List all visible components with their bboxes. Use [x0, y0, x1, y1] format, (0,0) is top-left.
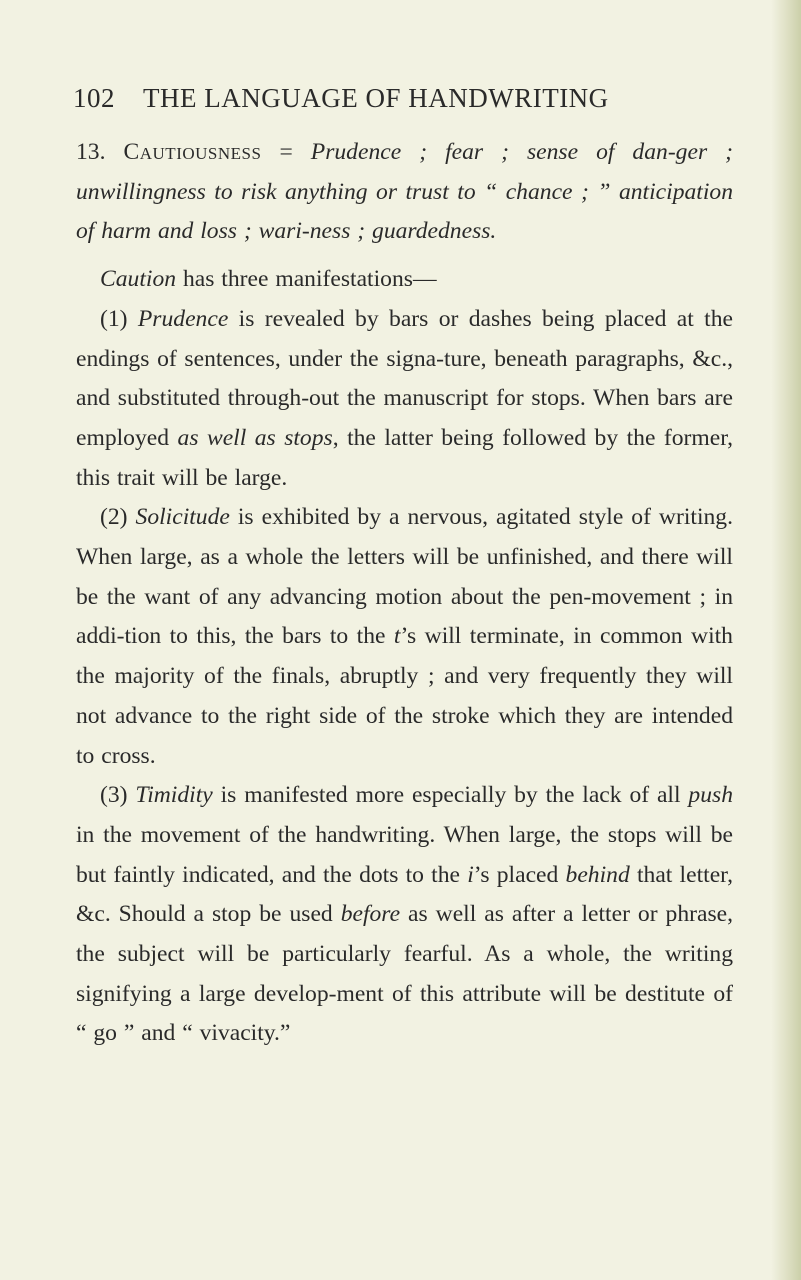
para-emphasis: i — [467, 861, 474, 888]
body-text — [76, 133, 733, 1054]
para-emphasis: t — [393, 623, 401, 650]
para-term: Timidity — [135, 782, 213, 809]
para-text: as well as after a letter or phrase, the subject will be particularly fearful. As a whole, the writing signifying a large develop-ment of this attribute will be destitute of “ go ” and “ vivacity.” — [76, 901, 733, 1047]
running-title: THE LANGUAGE OF HANDWRITING — [143, 83, 609, 113]
solicitude-paragraph — [76, 498, 733, 776]
intro-paragraph — [76, 260, 733, 300]
para-number: (2) — [100, 504, 136, 531]
para-text: that letter, &c. Should a stop be used — [76, 861, 733, 928]
para-text: in the movement of the handwriting. When large, the stops will be but faintly indicated, and the dots to the — [76, 821, 733, 888]
para-number: (1) — [100, 305, 138, 332]
timidity-paragraph — [76, 776, 733, 1054]
para-text: is exhibited by a nervous, agitated style of writing. When large, as a whole the letters will be unfinished, and there will be the want of any advancing motion about the pen-movement ; in addi-tion to this, the bars to the — [76, 504, 733, 650]
page-header — [73, 78, 713, 118]
para-text: is revealed by bars or dashes being placed at the endings of sentences, under the signa-ture, beneath paragraphs, &c., and substituted through-out the manuscript for stops. When bars are employed — [76, 305, 733, 451]
entry-paragraph — [76, 133, 733, 252]
page-number: 102 — [73, 83, 115, 113]
entry-equals: = — [261, 139, 311, 165]
paragraph-gap — [76, 252, 733, 260]
para-emphasis: before — [340, 901, 401, 928]
prudence-paragraph — [76, 300, 733, 499]
page-edge-shadow — [771, 0, 801, 1280]
para-text: , the latter being followed by the former, this trait will be large. — [76, 424, 734, 491]
para-text: ’s will terminate, in common with the majority of the finals, abruptly ; and very frequently they will not advance to the right side of the stroke which they are intended to cross. — [76, 623, 733, 769]
entry-definition: Prudence ; fear ; sense of dan-ger ; unwillingness to risk anything or trust to “ chance ; ” anticipation of harm and loss ; wari-ness ; guardedness. — [76, 139, 734, 245]
para-text: ’s placed — [473, 861, 566, 888]
intro-term: Caution — [100, 266, 177, 293]
para-emphasis: push — [688, 782, 733, 809]
para-term: Solicitude — [135, 504, 230, 531]
para-emphasis: as well as stops — [177, 424, 333, 451]
para-text: is manifested more especially by the lack of all — [212, 782, 689, 809]
para-emphasis: behind — [565, 861, 630, 888]
entry-number: 13. — [76, 139, 106, 165]
para-term: Prudence — [137, 305, 229, 332]
intro-text: has three manifestations— — [176, 266, 437, 293]
para-number: (3) — [100, 782, 136, 809]
entry-term: Cautiousness — [123, 139, 262, 165]
